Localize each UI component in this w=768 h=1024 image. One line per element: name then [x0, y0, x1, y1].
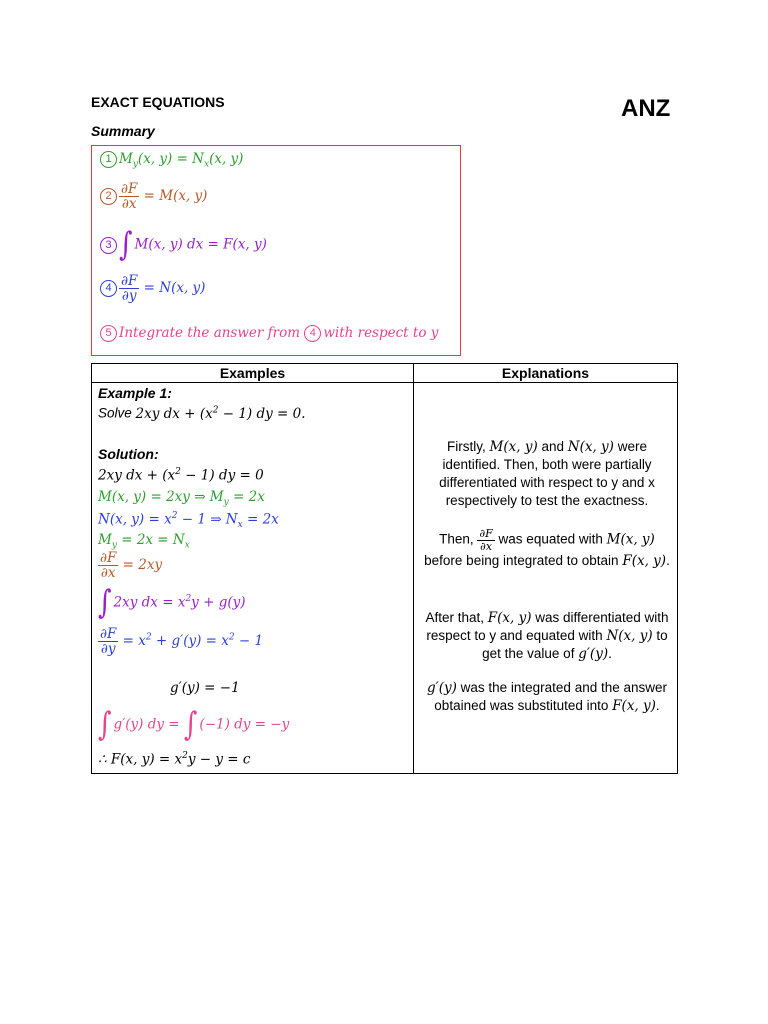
solve-prefix: Solve	[98, 405, 132, 421]
solution-line-1: 2xy dx + $(x^2 - 1)$ dy = 0	[98, 467, 264, 484]
solution-line-4: $M_y = 2x = N_x$	[98, 532, 190, 551]
author-initials: ANZ	[621, 95, 671, 122]
explanations-cell	[414, 383, 678, 774]
summary-heading: Summary	[91, 123, 155, 139]
solution-line-6: ∫ 2xy dx = $x^2y + g(y)$	[98, 584, 246, 622]
explanation-2: Then, $\frac{\partial F}{\partial x}$ was equated with M(x, y) before being integrated to obtain F(x, y).	[424, 527, 670, 570]
step-number-1: 1	[100, 151, 117, 168]
step-5-text-b: with respect to y	[323, 325, 439, 341]
solution-heading: Solution:	[98, 446, 159, 462]
table-row	[92, 383, 678, 774]
page-title: EXACT EQUATIONS	[91, 94, 225, 110]
solution-line-7: $\frac{\partial F}{\partial y}$ = $x^2 + g'(y) = x^2 - 1$	[100, 626, 264, 658]
explanation-1: Firstly, M(x, y) and N(x, y) were identified. Then, both were partially differentiated with respect to y and x respectively to test the exactness.	[439, 439, 655, 508]
example-problem: Solve 2xy dx + $(x^2 - 1)$ dy = 0.	[98, 405, 306, 422]
solution-line-8: g′(y) = −1	[170, 680, 240, 696]
summary-step-2: 2 $\frac{\partial F}{\partial x}$ = M(x, y)	[100, 182, 207, 211]
summary-step-3: 3 ∫ M(x, y) dx = F(x, y)	[100, 230, 267, 260]
step-number-3: 3	[100, 237, 117, 254]
solution-line-3: N(x, $y) = x^2 - 1$ ⇒ $N_x = 2x$	[98, 511, 279, 531]
summary-step-4: 4 $\frac{\partial F}{\partial y}$ = N(x, y)	[100, 274, 205, 303]
header-explanations: Explanations	[414, 364, 678, 383]
step-5-text-a: Integrate the answer from	[119, 325, 301, 341]
solution-line-2: M(x, y) = 2xy ⇒ $M_y = 2x$	[98, 489, 265, 508]
step-number-5: 5	[100, 325, 117, 342]
solution-line-10: ∴ F(x, $y) = x^2y - y = c$	[98, 751, 251, 768]
explanation-4: g′(y) was the integrated and the answer obtained was substituted into F(x, y).	[426, 680, 668, 714]
summary-step-1: 1 $M_y(x$, $y) = N_x(x$, y)	[100, 151, 243, 170]
examples-table	[91, 363, 678, 774]
table-header-row	[92, 364, 678, 383]
step-number-4: 4	[100, 280, 117, 297]
explanation-3: After that, F(x, y) was differentiated with respect to y and equated with N(x, y) to get the value of g′(y).	[425, 610, 669, 662]
summary-step-5	[100, 325, 438, 342]
examples-cell	[92, 383, 414, 774]
solution-line-5: $\frac{\partial F}{\partial x}$ = 2xy	[100, 550, 163, 582]
solution-line-9: ∫ g′(y) dy = ∫ (−1) dy = −y	[98, 706, 290, 744]
step-number-2: 2	[100, 188, 117, 205]
header-examples: Examples	[92, 364, 414, 383]
example-title: Example 1:	[98, 385, 172, 401]
step-ref-4: 4	[304, 325, 321, 342]
